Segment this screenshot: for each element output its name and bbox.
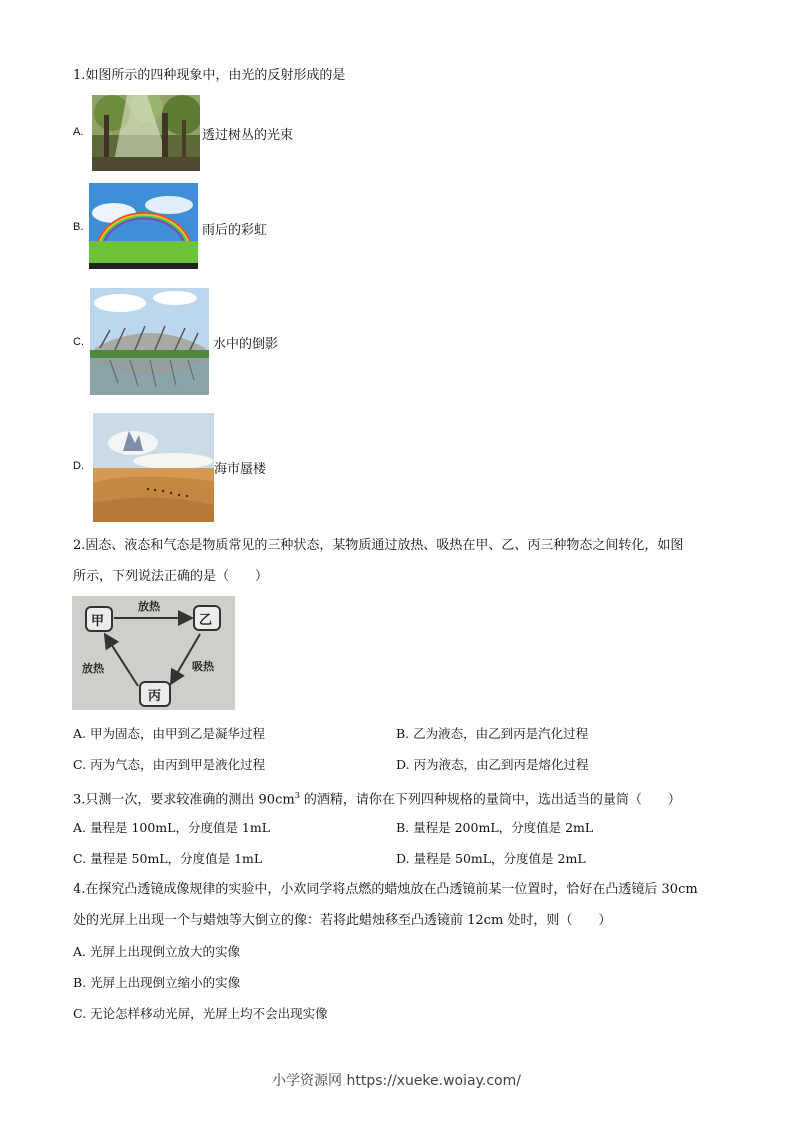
q2-stem-line1: 2.固态、液态和气态是物质常见的三种状态，某物质通过放热、吸热在甲、乙、丙三种物态之间转化，如图 <box>73 538 684 553</box>
q1-option-c-caption: 水中的倒影 <box>213 337 279 352</box>
q1-option-a-image-forest-light <box>92 95 200 171</box>
q2-state-diagram <box>72 596 235 710</box>
q2-stem-line2: 所示，下列说法正确的是（ ） <box>73 569 269 584</box>
q1-option-b-image-rainbow <box>89 183 198 269</box>
q4-option-c: C. 无论怎样移动光屏，光屏上均不会出现实像 <box>73 1006 328 1021</box>
q3-option-b: B. 量程是 200mL，分度值是 2mL <box>396 820 594 835</box>
q3-stem <box>73 786 681 810</box>
q1-option-b-letter: B. <box>73 221 84 233</box>
q3-stem-post: 的酒精，请你在下列四种规格的量筒中，选出适当的量筒（ ） <box>299 792 681 808</box>
diagram-node-jia: 甲 <box>91 614 105 629</box>
q2-option-a: A. 甲为固态，由甲到乙是凝华过程 <box>73 726 265 741</box>
q2-option-b: B. 乙为液态，由乙到丙是汽化过程 <box>396 726 589 741</box>
q4-option-a: A. 光屏上出现倒立放大的实像 <box>73 944 240 959</box>
q2-option-d: D. 丙为液态，由乙到丙是熔化过程 <box>396 757 589 772</box>
diagram-edge-top-label: 放热 <box>138 600 160 613</box>
q1-option-d-letter: D. <box>73 460 84 472</box>
q4-stem-line1: 4.在探究凸透镜成像规律的实验中，小欢同学将点燃的蜡烛放在凸透镜前某一位置时，恰好在凸透镜后 30cm <box>73 882 698 897</box>
q2-option-c: C. 丙为气态，由丙到甲是液化过程 <box>73 757 266 772</box>
q3-option-c: C. 量程是 50mL，分度值是 1mL <box>73 851 263 866</box>
q1-option-c-image-reflection <box>90 288 209 395</box>
q4-option-b: B. 光屏上出现倒立缩小的实像 <box>73 975 241 990</box>
q1-option-b-caption: 雨后的彩虹 <box>202 223 268 238</box>
q1-option-c-letter: C. <box>73 336 84 348</box>
q1-stem: 1.如图所示的四种现象中，由光的反射形成的是 <box>73 68 346 83</box>
diagram-edge-left-label: 放热 <box>82 662 104 675</box>
q1-option-a-letter: A. <box>73 126 84 138</box>
diagram-node-yi: 乙 <box>199 613 213 628</box>
q3-stem-sup: 3 <box>294 791 300 800</box>
q1-option-d-image-mirage <box>93 413 214 522</box>
q4-stem-line2: 处的光屏上出现一个与蜡烛等大倒立的像：若将此蜡烛移至凸透镜前 12cm 处时，则（ ） <box>73 913 612 928</box>
q3-stem-pre: 3.只测一次，要求较准确的测出 90cm <box>73 792 295 808</box>
q1-option-a-caption: 透过树丛的光束 <box>202 128 294 143</box>
diagram-edge-right-label: 吸热 <box>192 660 214 673</box>
q3-option-a: A. 量程是 100mL，分度值是 1mL <box>73 820 271 835</box>
footer-site-link[interactable]: 小学资源网 https://xueke.woiay.com/ <box>272 1073 521 1089</box>
q1-option-d-caption: 海市蜃楼 <box>214 462 267 477</box>
diagram-node-bing: 丙 <box>148 689 162 704</box>
q3-option-d: D. 量程是 50mL，分度值是 2mL <box>396 851 586 866</box>
